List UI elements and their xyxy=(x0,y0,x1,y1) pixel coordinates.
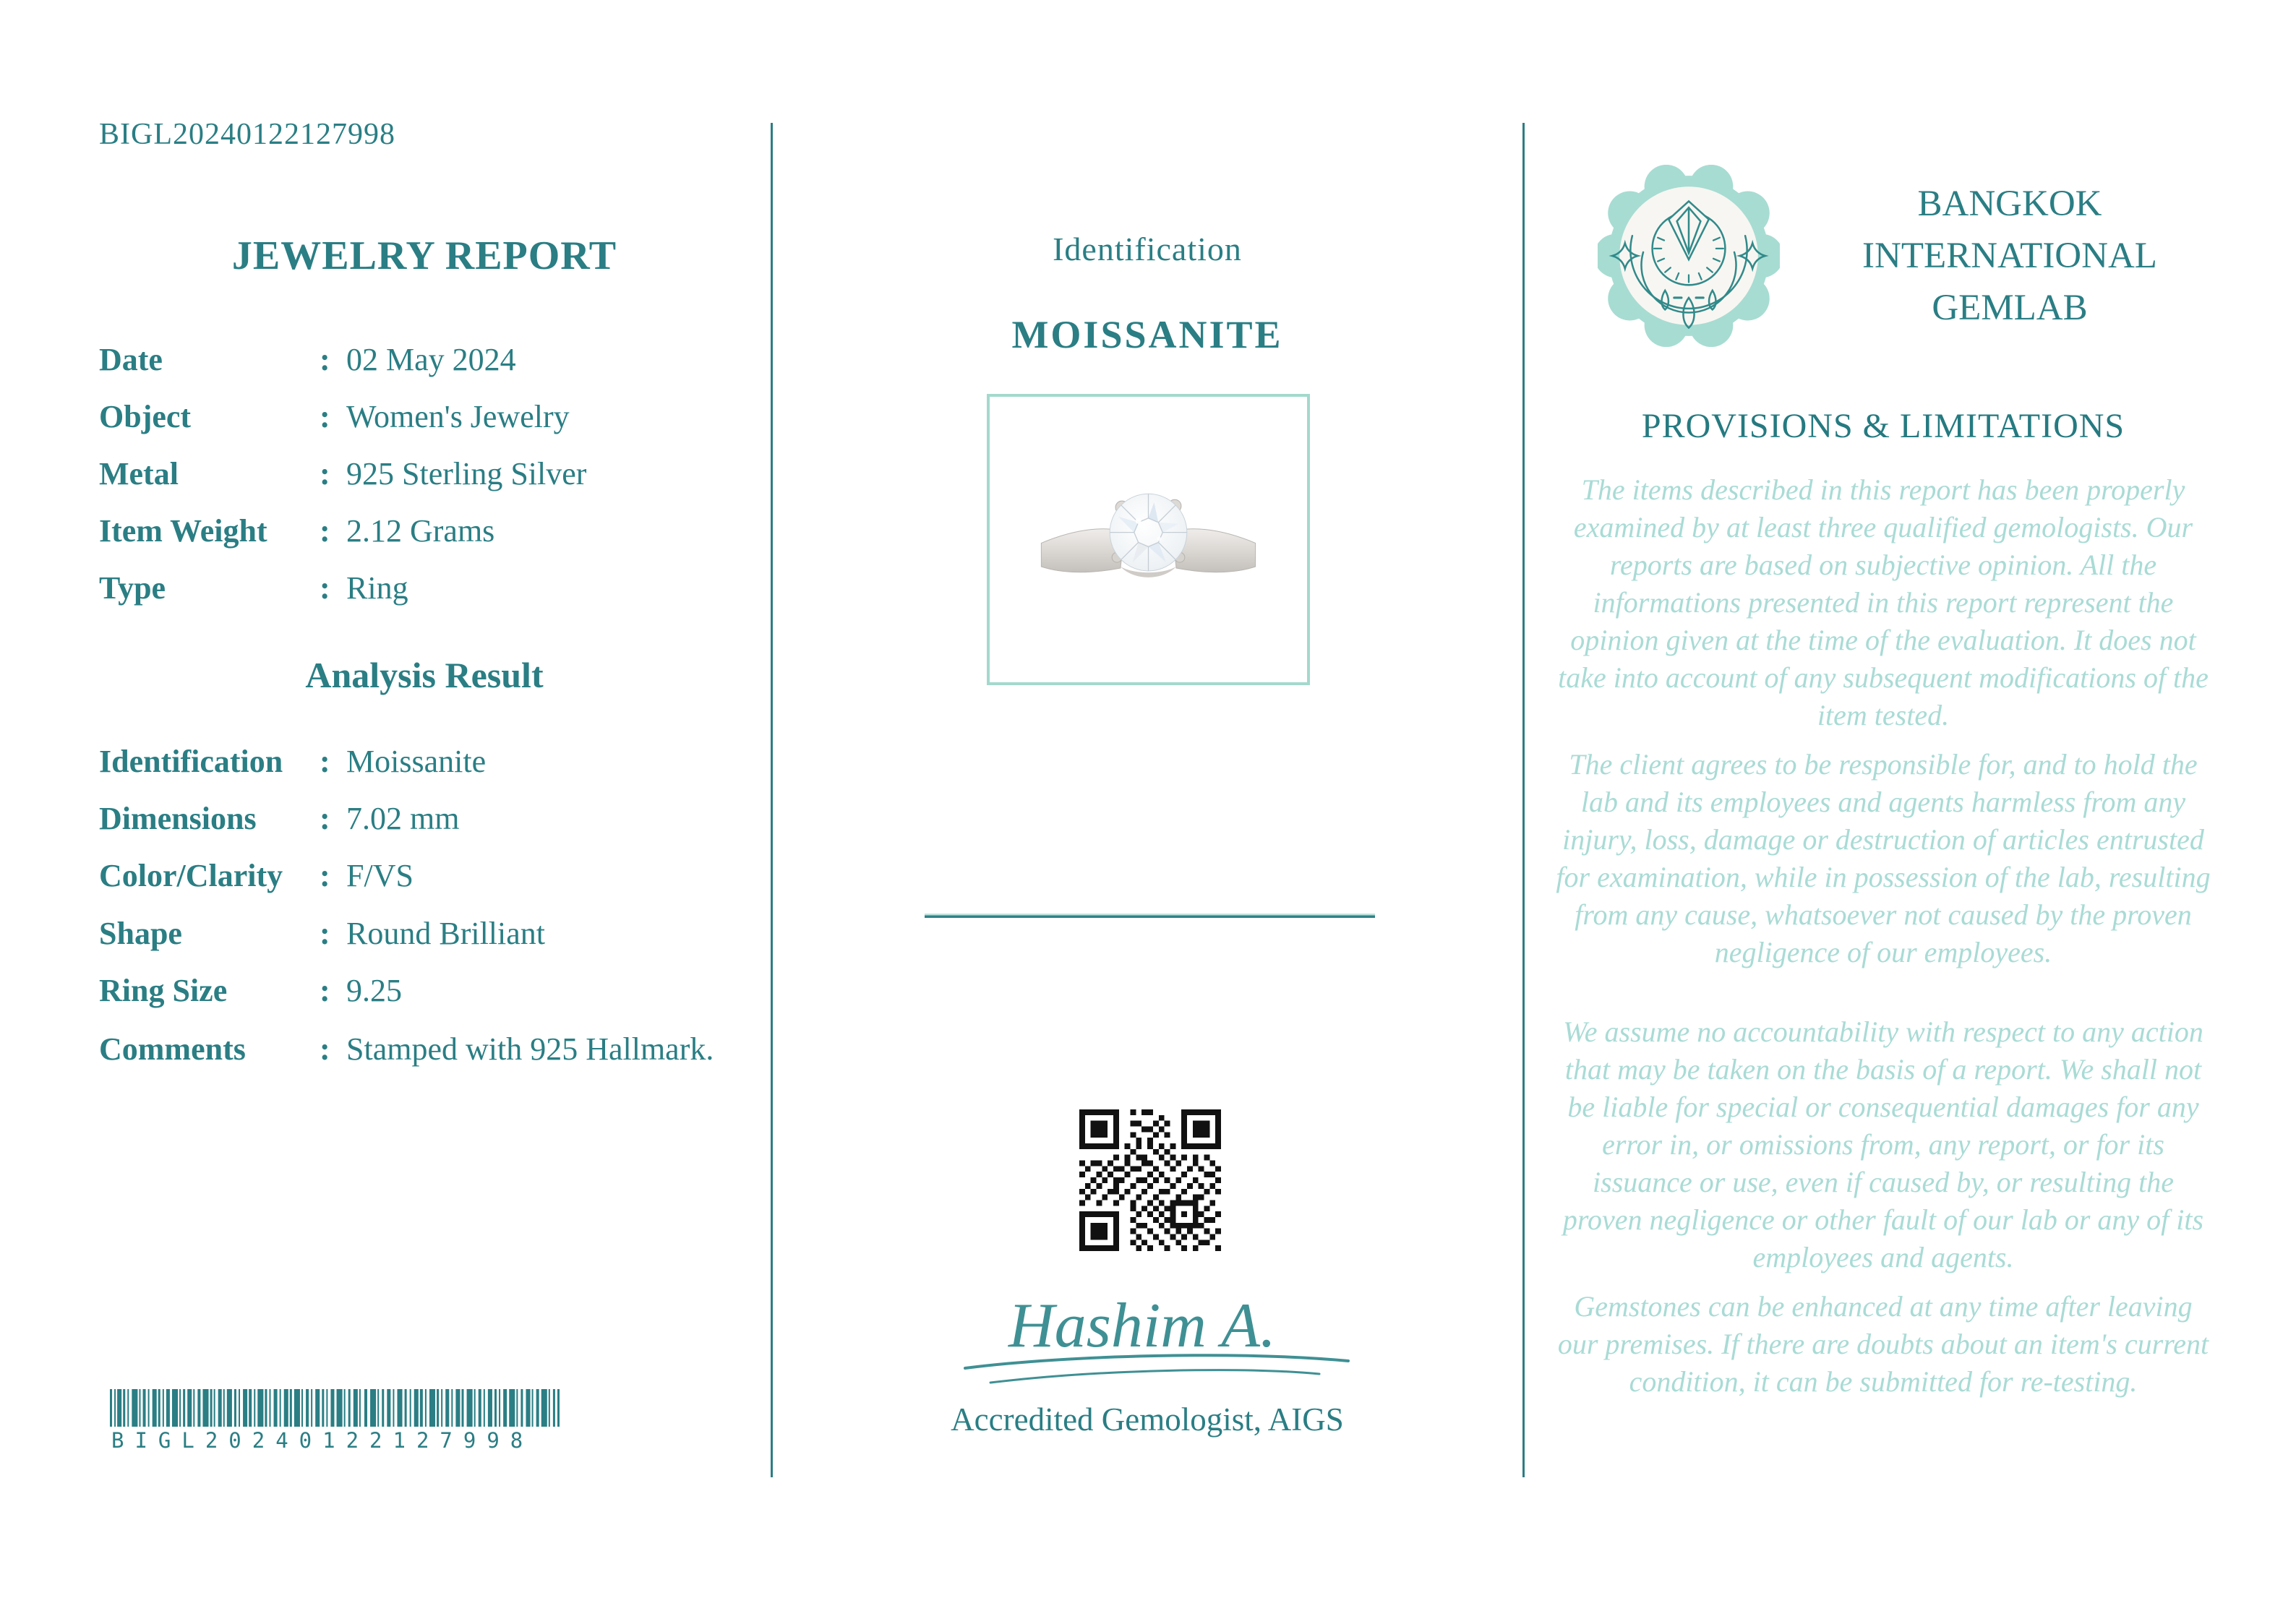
qr-code-icon xyxy=(1079,1109,1221,1251)
barcode-icon xyxy=(110,1389,560,1427)
colon-separator: : xyxy=(320,973,330,1008)
detail-label: Date xyxy=(99,342,163,377)
report-number: BIGL20240122127998 xyxy=(99,118,395,151)
detail-label: Metal xyxy=(99,456,179,491)
detail-value: Ring xyxy=(346,570,408,606)
identification-section-title: Identification xyxy=(1053,231,1242,267)
detail-label: Identification xyxy=(99,744,283,779)
analysis-row-ring-size xyxy=(99,972,750,1015)
detail-row-item-weight xyxy=(99,512,750,556)
colon-separator: : xyxy=(320,342,330,377)
report-details-column xyxy=(99,0,750,1624)
detail-label: Item Weight xyxy=(99,513,267,549)
analysis-row-identification xyxy=(99,743,750,786)
detail-value: 02 May 2024 xyxy=(346,342,516,377)
detail-value: Women's Jewelry xyxy=(346,399,570,434)
colon-separator: : xyxy=(320,399,330,434)
provisions-paragraph-1: The items described in this report has been properly examined by at least three qualified gemologists. Our reports are based on subjective opinion. All the informations presented in this report represent the opinion given at the time of the evaluation. It does not take into account of any subsequent modifications of the item tested. xyxy=(1558,473,2209,731)
identification-column xyxy=(771,0,1523,1624)
barcode xyxy=(110,1389,560,1453)
analysis-row-shape xyxy=(99,915,750,958)
detail-label: Comments xyxy=(99,1031,246,1067)
gemologist-signature xyxy=(925,1268,1369,1402)
provisions-title: PROVISIONS & LIMITATIONS xyxy=(1641,407,2125,445)
detail-value: F/VS xyxy=(346,858,414,893)
colon-separator: : xyxy=(320,858,330,893)
colon-separator: : xyxy=(320,744,330,779)
colon-separator: : xyxy=(320,513,330,549)
gem-name: MOISSANITE xyxy=(1011,313,1283,356)
provisions-paragraph-2: The client agrees to be responsible for, and to hold the lab and its employees and agents harmless from any injury, loss, damage or destruction of articles entrusted for examination, while in possession of the lab, resulting from any cause, whatsoever not caused by the proven negligence of our employees. xyxy=(1556,748,2211,968)
lab-logo xyxy=(1598,165,1780,347)
detail-row-date xyxy=(99,341,750,384)
signature-name: Hashim A. xyxy=(1008,1291,1276,1361)
barcode-text: BIGL20240122127998 xyxy=(111,1428,534,1453)
ring-photo-icon xyxy=(990,397,1307,682)
analysis-row-dimensions xyxy=(99,800,750,843)
detail-label: Ring Size xyxy=(99,973,228,1008)
detail-label: Object xyxy=(99,399,192,434)
detail-value: 925 Sterling Silver xyxy=(346,456,587,491)
detail-row-type xyxy=(99,570,750,613)
detail-label: Color/Clarity xyxy=(99,858,283,893)
detail-label: Dimensions xyxy=(99,801,257,836)
page-title: JEWELRY REPORT xyxy=(231,233,617,278)
colon-separator: : xyxy=(320,801,330,836)
detail-label: Shape xyxy=(99,916,182,951)
detail-value: Round Brilliant xyxy=(346,916,545,951)
detail-value: 9.25 xyxy=(346,973,402,1008)
detail-value: Stamped with 925 Hallmark. xyxy=(346,1031,714,1067)
detail-row-metal xyxy=(99,455,750,499)
colon-separator: : xyxy=(320,570,330,606)
lab-name-line2: INTERNATIONAL xyxy=(1862,236,2157,276)
signature-rule xyxy=(925,914,1375,918)
analysis-row-color-clarity xyxy=(99,857,750,901)
provisions-column xyxy=(1523,0,2296,1624)
analysis-row-comments xyxy=(99,1031,750,1074)
colon-separator: : xyxy=(320,1031,330,1067)
lab-name-line3: GEMLAB xyxy=(1932,288,2088,328)
lab-name xyxy=(1800,178,2219,334)
gemologist-credential: Accredited Gemologist, AIGS xyxy=(951,1401,1344,1438)
colon-separator: : xyxy=(320,916,330,951)
qr-code xyxy=(1079,1109,1221,1251)
detail-value: 7.02 mm xyxy=(346,801,460,836)
detail-value: 2.12 Grams xyxy=(346,513,495,549)
detail-value: Moissanite xyxy=(346,744,487,779)
analysis-result-title: Analysis Result xyxy=(305,655,544,695)
detail-label: Type xyxy=(99,570,166,606)
detail-row-object xyxy=(99,398,750,442)
provisions-paragraph-4: Gemstones can be enhanced at any time after leaving our premises. If there are doubts about an item's current condition, it can be submitted for re-testing. xyxy=(1557,1290,2209,1398)
colon-separator: : xyxy=(320,456,330,491)
lab-name-line1: BANGKOK xyxy=(1917,184,2102,224)
gem-pendant-badge-icon xyxy=(1598,165,1780,347)
provisions-paragraph-3: We assume no accountability with respect to any action that may be taken on the basis of a report. We shall not be liable for special or consequential damages for any error in, or omissions from, any report, or for its issuance or use, even if caused by, or resulting the proven negligence or other fault of our lab or any of its employees and agents. xyxy=(1562,1015,2204,1273)
ring-photo xyxy=(987,394,1310,685)
signature-icon xyxy=(925,1268,1369,1402)
